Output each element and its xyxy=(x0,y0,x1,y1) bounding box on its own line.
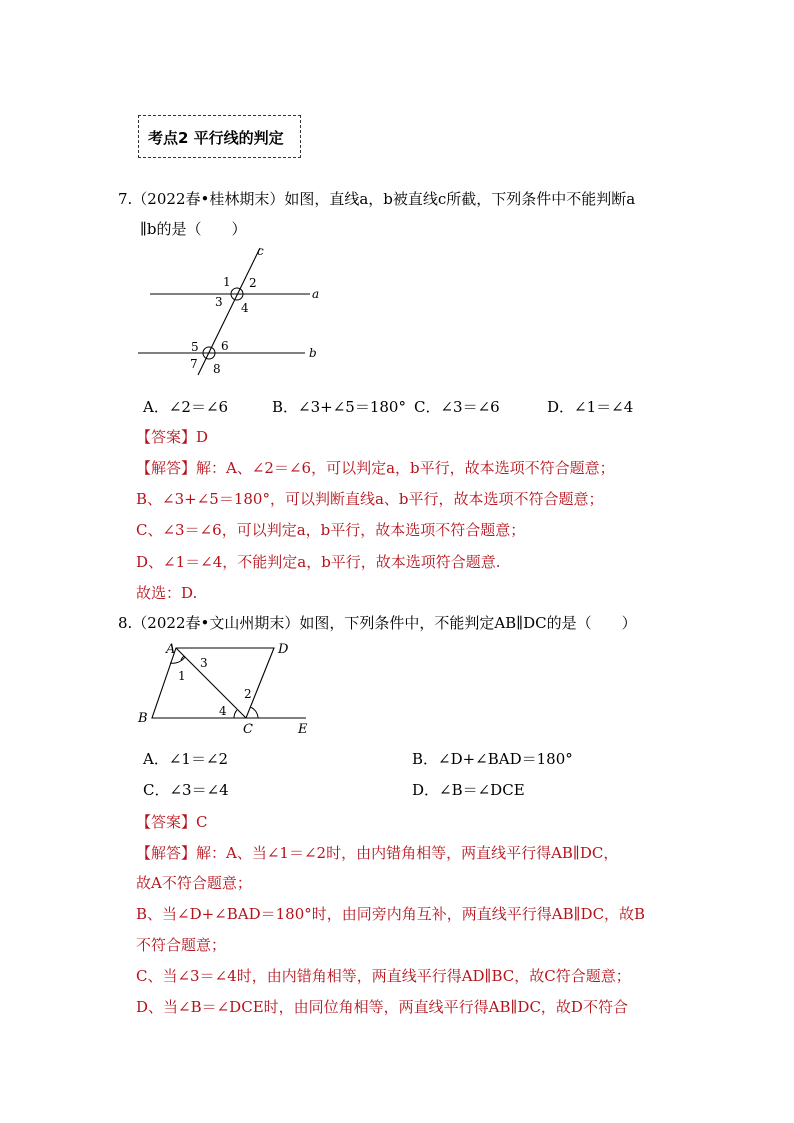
label-1: 1 xyxy=(223,275,231,289)
q7-stem-line1: 7.（2022春•桂林期末）如图，直线a，b被直线c所截，下列条件中不能判断a xyxy=(118,190,636,208)
label-5: 5 xyxy=(191,340,199,354)
label-a: a xyxy=(312,287,320,301)
label-E: E xyxy=(298,722,308,737)
label-3: 3 xyxy=(200,656,208,670)
angle-2-arc xyxy=(250,707,258,718)
q7-analysis-head: 【解答】 xyxy=(136,459,197,477)
q8-option-a: A．∠1＝∠2 xyxy=(143,750,229,768)
q8-analysis-text-0: 解：A、当∠1＝∠2时，由内错角相等，两直线平行得AB∥DC， xyxy=(196,844,619,862)
q7-stem-line2: ∥b的是（ ） xyxy=(140,220,247,238)
label-2: 2 xyxy=(244,687,252,701)
q8-analysis-line-4: C、当∠3＝∠4时，由内错角相等，两直线平行得AD∥BC，故C符合题意； xyxy=(136,967,631,985)
q8-figure xyxy=(130,638,320,738)
label-6: 6 xyxy=(221,339,229,353)
q7-option-b: B．∠3+∠5＝180° xyxy=(272,398,406,416)
label-3: 3 xyxy=(215,295,223,309)
q8-stem: 8.（2022春•文山州期末）如图，下列条件中，不能判定AB∥DC的是（ ） xyxy=(118,614,637,632)
q7-analysis-line-2: C、∠3＝∠6，可以判定a，b平行，故本选项不符合题意； xyxy=(136,521,526,539)
q7-analysis-text-0: 解：A、∠2＝∠6，可以判定a，b平行，故本选项不符合题意； xyxy=(196,459,615,477)
q7-analysis-line-0 xyxy=(136,457,615,478)
q8-analysis-line-5: D、当∠B＝∠DCE时，由同位角相等，两直线平行得AB∥DC，故D不符合 xyxy=(136,998,628,1016)
section-title: 考点2 平行线的判定 xyxy=(148,129,284,147)
q7-option-c: C．∠3＝∠6 xyxy=(414,398,500,416)
q8-option-b: B．∠D+∠BAD＝180° xyxy=(412,750,573,768)
q8-analysis-line-3: 不符合题意； xyxy=(136,936,227,954)
label-2: 2 xyxy=(249,276,257,290)
label-7: 7 xyxy=(190,357,198,371)
q8-analysis-line-0 xyxy=(136,842,618,863)
label-c: c xyxy=(257,244,264,258)
label-b: b xyxy=(309,346,317,360)
q8-analysis-line-2: B、当∠D+∠BAD＝180°时，由同旁内角互补，两直线平行得AB∥DC，故B xyxy=(136,905,646,923)
line-c xyxy=(198,248,260,375)
q8-option-c: C．∠3＝∠4 xyxy=(143,781,229,799)
q7-option-a: A．∠2＝∠6 xyxy=(143,398,229,416)
q8-analysis-head: 【解答】 xyxy=(136,844,197,862)
q8-analysis-line-1: 故A不符合题意； xyxy=(136,874,252,892)
label-8: 8 xyxy=(213,362,221,376)
label-4: 4 xyxy=(241,301,249,315)
q7-option-d: D．∠1＝∠4 xyxy=(547,398,634,416)
label-C: C xyxy=(243,722,253,737)
q7-figure xyxy=(130,240,330,380)
diagonal-ac xyxy=(176,648,246,718)
angle-4-arc xyxy=(234,710,237,718)
label-D: D xyxy=(278,642,289,657)
label-4: 4 xyxy=(219,704,227,718)
q7-analysis-line-3: D、∠1＝∠4，不能判定a，b平行，故本选项符合题意. xyxy=(136,553,501,571)
label-B: B xyxy=(138,711,148,726)
q8-option-d: D．∠B＝∠DCE xyxy=(412,781,525,799)
label-1: 1 xyxy=(178,669,186,683)
q7-analysis-line-1: B、∠3+∠5＝180°，可以判断直线a、b平行，故本选项不符合题意； xyxy=(136,490,604,508)
label-A: A xyxy=(166,642,176,657)
q8-answer: 【答案】C xyxy=(136,813,208,831)
parallelogram-abcd xyxy=(152,648,274,718)
q7-analysis-line-4: 故选：D. xyxy=(136,584,198,602)
q7-answer: 【答案】D xyxy=(136,428,209,446)
